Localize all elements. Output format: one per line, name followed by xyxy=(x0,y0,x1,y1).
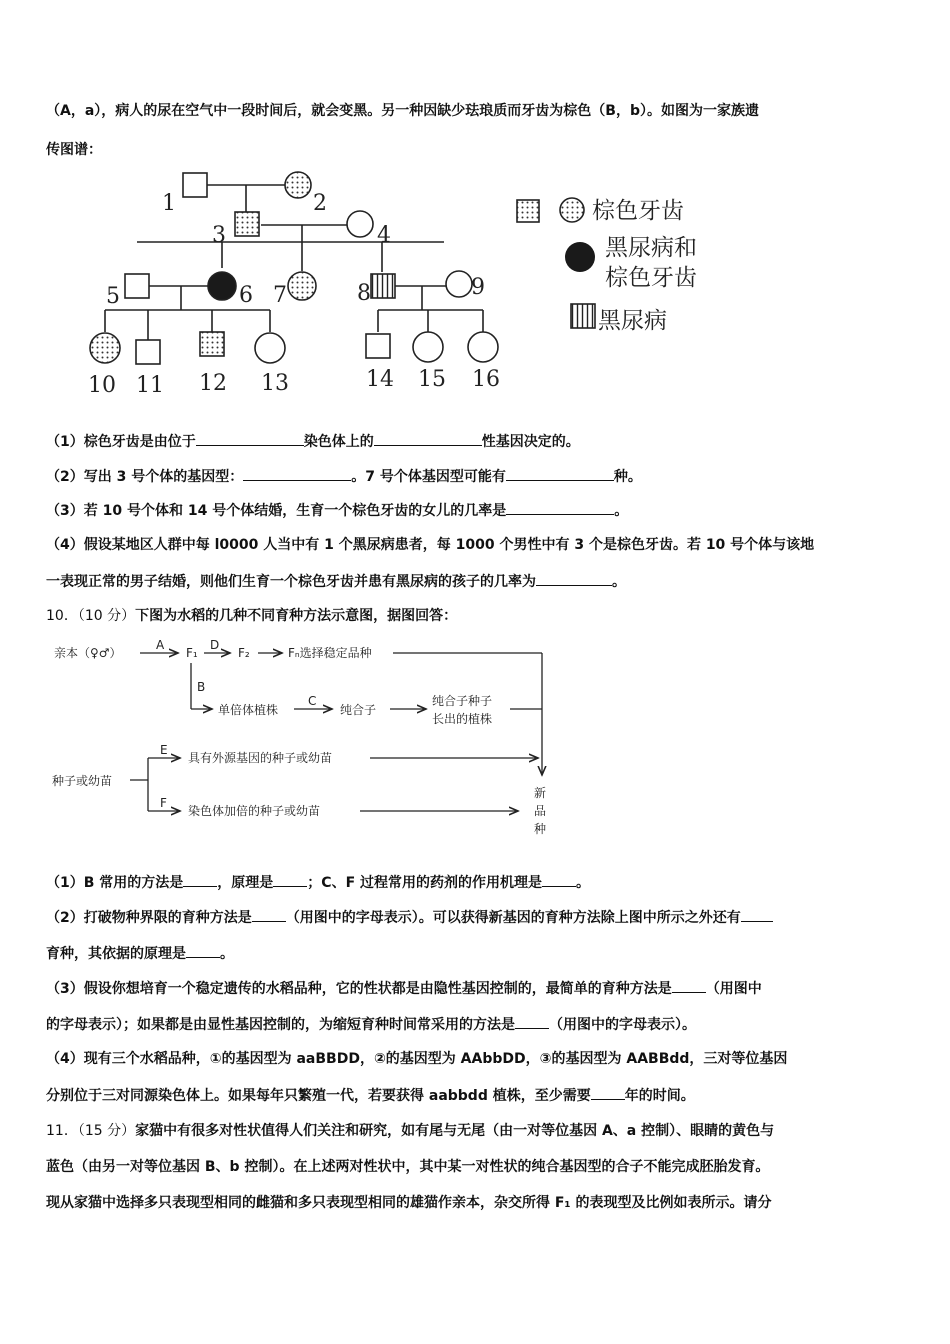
individual-12 xyxy=(200,332,224,356)
q10-part-2-line-2: 育种，其依据的原理是 。 xyxy=(46,943,908,964)
q10-part-1: （1）B 常用的方法是 ，原理是 ；C、F 过程常用的药剂的作用机理是 。 xyxy=(46,872,908,893)
individual-4 xyxy=(347,211,373,237)
diagram-parent: 亲本（♀♂） xyxy=(54,646,122,660)
diagram-haploid: 单倍体植株 xyxy=(218,703,279,717)
diagram-doubled: 染色体加倍的种子或幼苗 xyxy=(188,804,321,818)
label-14: 14 xyxy=(366,367,394,392)
label-13: 13 xyxy=(261,371,289,396)
individual-16 xyxy=(468,332,498,362)
diagram-foreign-gene: 具有外源基因的种子或幼苗 xyxy=(188,751,333,765)
diagram-homo-seed-line-2: 长出的植株 xyxy=(432,712,493,726)
individual-14 xyxy=(366,334,390,358)
individual-10 xyxy=(90,333,120,363)
diagram-homo-seed-line-1: 纯合子种子 xyxy=(432,694,493,708)
label-1: 1 xyxy=(162,191,176,216)
diagram-homozygote: 纯合子 xyxy=(340,703,377,717)
intro-line-1: （A，a），病人的尿在空气中一段时间后，就会变黑。另一种因缺少珐琅质而牙齿为棕色（B，b）。如图为一家族遗 xyxy=(46,103,759,119)
label-12: 12 xyxy=(199,371,227,396)
answer-blank[interactable] xyxy=(186,943,220,958)
individual-5 xyxy=(125,274,149,298)
intro-line-2: 传图谱： xyxy=(46,142,102,158)
diagram-label-c: C xyxy=(308,694,317,708)
q11-line-3: 现从家猫中选择多只表现型相同的雌猫和多只表现型相同的雄猫作亲本，杂交所得 F₁ 的表现型及比例如表所示。请分 xyxy=(46,1195,772,1211)
label-7: 7 xyxy=(273,283,287,308)
label-11: 11 xyxy=(136,373,164,398)
label-5: 5 xyxy=(106,284,120,309)
answer-blank[interactable] xyxy=(374,431,482,446)
answer-blank[interactable] xyxy=(243,466,351,481)
q10-header xyxy=(46,606,908,626)
answer-blank[interactable] xyxy=(741,907,773,922)
answer-blank[interactable] xyxy=(515,1014,549,1029)
q10-part-4-line-1: （4）现有三个水稻品种，①的基因型为 aaBBDD，②的基因型为 AAbbDD，③的基因型为 AABBdd，三对等位基因 xyxy=(46,1051,788,1067)
answer-blank[interactable] xyxy=(196,431,304,446)
diagram-label-d: D xyxy=(210,638,220,652)
diagram-new-3: 种 xyxy=(534,822,547,836)
answer-blank[interactable] xyxy=(252,907,286,922)
q10-part-2-line-1: （2）打破物种界限的育种方法是 （用图中的字母表示）。可以获得新基因的育种方法除上图中所示之外还有 xyxy=(46,907,908,928)
diagram-label-a: A xyxy=(156,638,165,652)
q9-part-3: （3）若 10 号个体和 14 号个体结婚，生育一个棕色牙齿的女儿的几率是 。 xyxy=(46,500,908,521)
diagram-seed: 种子或幼苗 xyxy=(52,774,113,788)
label-3: 3 xyxy=(212,223,226,248)
legend-black-urine-icon xyxy=(571,304,595,328)
diagram-label-b: B xyxy=(197,680,206,694)
label-16: 16 xyxy=(472,367,500,392)
diagram-f1: F₁ xyxy=(186,646,198,660)
q10-part-3-line-1: （3）假设你想培育一个稳定遗传的水稻品种，它的性状都是由隐性基因控制的，最简单的育种方法是 （用图中 xyxy=(46,978,908,999)
diagram-fn: Fₙ选择稳定品种 xyxy=(288,646,372,660)
q9-part-2: （2）写出 3 号个体的基因型： 。7 号个体基因型可能有 种。 xyxy=(46,466,908,487)
legend-brown-male-icon xyxy=(517,200,539,222)
label-8: 8 xyxy=(357,281,371,306)
individual-3 xyxy=(235,212,259,236)
individual-2 xyxy=(285,172,311,198)
answer-blank[interactable] xyxy=(273,872,307,887)
q9-part-1: （1）棕色牙齿是由位于 染色体上的 性基因决定的。 xyxy=(46,431,908,452)
diagram-label-f: F xyxy=(160,796,167,810)
breeding-diagram xyxy=(48,635,568,845)
individual-8 xyxy=(371,274,395,298)
q10-part-4-line-2: 分别位于三对同源染色体上。如果每年只繁殖一代，若要获得 aabbdd 植株，至少需要 年的时间。 xyxy=(46,1085,908,1106)
answer-blank[interactable] xyxy=(506,466,614,481)
q9-part-4-line-1: （4）假设某地区人群中每 l0000 人当中有 1 个黑尿病患者，每 1000 个男性中有 3 个是棕色牙齿。若 10 号个体与该地 xyxy=(46,537,815,553)
individual-15 xyxy=(413,332,443,362)
legend-black-urine: 黑尿病 xyxy=(598,308,667,334)
individual-7 xyxy=(288,272,316,300)
answer-blank[interactable] xyxy=(542,872,576,887)
answer-blank[interactable] xyxy=(536,571,612,586)
pedigree-chart xyxy=(70,160,730,400)
q10-number: 10．（10 分） xyxy=(46,608,136,624)
diagram-f2: F₂ xyxy=(238,646,250,660)
legend-both-icon xyxy=(565,242,595,272)
diagram-new-1: 新 xyxy=(534,786,547,800)
answer-blank[interactable] xyxy=(506,500,614,515)
answer-blank[interactable] xyxy=(591,1085,625,1100)
label-15: 15 xyxy=(418,367,446,392)
label-10: 10 xyxy=(88,373,116,398)
diagram-new-2: 品 xyxy=(534,804,547,818)
q10-part-3-line-2: 的字母表示）；如果都是由显性基因控制的，为缩短育种时间常采用的方法是 （用图中的字母表示）。 xyxy=(46,1014,908,1035)
individual-1 xyxy=(183,173,207,197)
q9-part-4-line-2: 一表现正常的男子结婚，则他们生育一个棕色牙齿并患有黑尿病的孩子的几率为 。 xyxy=(46,571,908,592)
answer-blank[interactable] xyxy=(672,978,706,993)
label-4: 4 xyxy=(377,223,391,248)
label-6: 6 xyxy=(239,283,253,308)
individual-6 xyxy=(208,272,236,300)
individual-13 xyxy=(255,333,285,363)
legend-brown-female-icon xyxy=(560,198,584,222)
q10-title: 下图为水稻的几种不同育种方法示意图，据图回答： xyxy=(135,608,458,624)
label-2: 2 xyxy=(313,191,327,216)
legend-brown-teeth: 棕色牙齿 xyxy=(592,198,684,224)
individual-11 xyxy=(136,340,160,364)
label-9: 9 xyxy=(471,275,485,300)
q11-number: 11．（15 分） xyxy=(46,1123,136,1139)
legend-both-line-1: 黑尿病和 xyxy=(605,235,697,261)
legend-both-line-2: 棕色牙齿 xyxy=(605,265,697,291)
answer-blank[interactable] xyxy=(183,872,217,887)
q11-line-1: 11．（15 分）家猫中有很多对性状值得人们关注和研究，如有尾与无尾（由一对等位基因 A、a 控制）、眼睛的黄色与 xyxy=(46,1123,775,1139)
q11-line-2: 蓝色（由另一对等位基因 B、b 控制）。在上述两对性状中，其中某一对性状的纯合基因型的合子不能完成胚胎发育。 xyxy=(46,1159,770,1175)
diagram-label-e: E xyxy=(160,743,168,757)
individual-9 xyxy=(446,271,472,297)
